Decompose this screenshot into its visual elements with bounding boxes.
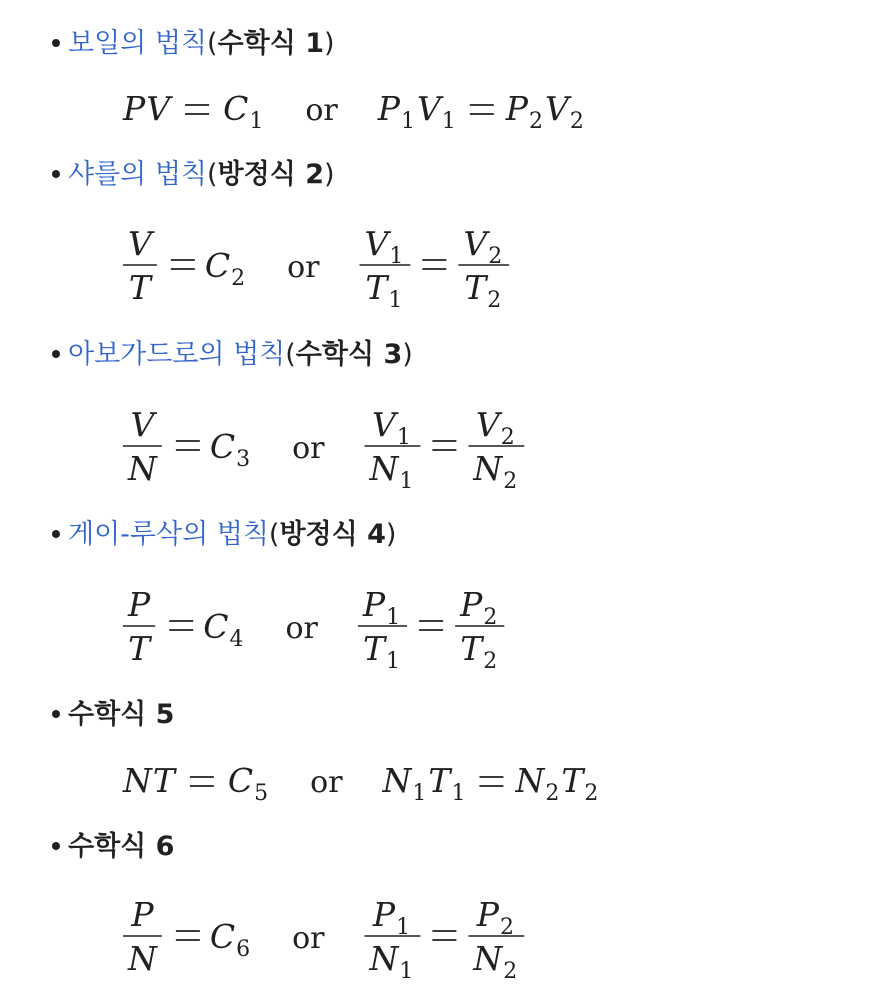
fraction-2-numerator <box>463 224 502 269</box>
fraction-2-num-sub: 2 <box>500 425 515 450</box>
constant-sub: 5 <box>254 781 269 806</box>
rhs-left-var: N <box>382 761 412 800</box>
formula <box>123 396 823 496</box>
law-heading <box>52 518 396 552</box>
fraction-1-den-var: T <box>365 268 388 307</box>
open-paren: ( <box>268 519 280 550</box>
open-paren: ( <box>285 339 296 370</box>
equals-sign <box>176 931 200 940</box>
equals-sign <box>171 260 195 269</box>
fraction-1-num-var: P <box>362 585 386 624</box>
formula <box>123 84 823 138</box>
or-connector: or <box>292 431 325 466</box>
formula <box>123 886 823 986</box>
fraction-1-numerator <box>365 224 404 269</box>
constant-var: C <box>209 427 236 466</box>
or-connector: or <box>285 611 318 646</box>
rhs-left-var: V <box>416 89 441 128</box>
main-fraction-den: T <box>128 629 151 668</box>
fraction-2-numerator <box>476 405 515 450</box>
fraction-1-denominator <box>369 449 414 494</box>
fraction-2-den-var: N <box>473 939 503 978</box>
lhs-var: T <box>152 761 175 800</box>
fraction-1-num-var: P <box>372 895 396 934</box>
open-paren: ( <box>207 159 218 190</box>
rhs-right-var: N <box>515 761 545 800</box>
fraction-2 <box>468 895 524 984</box>
fraction-1-num-sub: 1 <box>396 915 411 940</box>
fraction-1-denominator <box>365 268 402 313</box>
law-link[interactable]: 샤를의 법칙 <box>68 159 207 190</box>
main-fraction <box>123 405 162 488</box>
fraction-2-num-var: V <box>475 405 500 444</box>
constant-var: C <box>203 607 229 646</box>
fraction-2-denominator <box>464 268 501 313</box>
rhs-left-sub: 1 <box>400 109 415 134</box>
main-fraction <box>123 585 155 668</box>
close-paren: ) <box>402 339 413 370</box>
lhs-var: P <box>123 89 146 128</box>
law-link[interactable]: 아보가드로의 법칙 <box>68 339 286 370</box>
constant-sub: 1 <box>249 109 264 134</box>
main-fraction <box>123 224 157 307</box>
fraction-1-num-sub: 1 <box>396 425 411 450</box>
formula <box>123 576 823 676</box>
constant-sub: 4 <box>229 627 244 652</box>
rhs-right-sub: 2 <box>569 109 584 134</box>
main-fraction-num: P <box>131 895 154 934</box>
fraction-1-denominator <box>369 939 414 984</box>
bullet-icon <box>52 530 60 538</box>
close-paren: ) <box>323 159 335 190</box>
rhs-left-sub: 1 <box>412 781 427 806</box>
fraction-1 <box>365 405 421 494</box>
equation-label: 수학식 1 <box>217 28 324 59</box>
rhs-right-sub: 2 <box>584 781 599 806</box>
fraction-1-numerator <box>362 585 400 630</box>
fraction-1-den-sub: 1 <box>388 288 403 313</box>
fraction-2-den-sub: 2 <box>487 288 502 313</box>
fraction-2-num-var: V <box>463 224 488 263</box>
formula-svg <box>123 756 823 806</box>
lhs-var: V <box>146 89 171 128</box>
fraction-1 <box>360 224 411 313</box>
main-fraction-den: N <box>128 449 157 488</box>
close-paren: ) <box>323 28 335 59</box>
fraction-2-denominator <box>472 939 517 984</box>
fraction-2 <box>468 405 524 494</box>
fraction-2-num-sub: 2 <box>483 605 498 630</box>
fraction-1-den-var: N <box>369 939 399 978</box>
rhs-left-sub: 1 <box>441 109 456 134</box>
fraction-1-den-var: N <box>369 449 399 488</box>
fraction-1 <box>365 895 421 984</box>
equals-sign <box>185 105 209 114</box>
equals-sign <box>479 777 503 786</box>
constant-var: C <box>204 246 231 285</box>
equation-label: 수학식 6 <box>68 831 175 862</box>
bullet-icon <box>52 170 60 178</box>
main-fraction-den: T <box>128 268 151 307</box>
main-fraction-num: P <box>128 585 151 624</box>
open-paren: ( <box>207 28 218 59</box>
rhs-left-sub: 1 <box>451 781 466 806</box>
formula-svg <box>123 84 823 134</box>
close-paren: ) <box>385 519 397 550</box>
formula-svg <box>123 215 823 311</box>
fraction-2-den-sub: 2 <box>503 959 518 984</box>
main-fraction <box>123 895 162 978</box>
fraction-2-num-sub: 2 <box>488 244 503 269</box>
formula <box>123 215 823 315</box>
fraction-1-numerator <box>372 895 410 940</box>
fraction-2-den-sub: 2 <box>483 649 498 674</box>
fraction-1 <box>358 585 407 674</box>
rhs-right-sub: 2 <box>545 781 560 806</box>
constant-sub: 2 <box>231 266 246 291</box>
main-fraction-num: V <box>130 405 155 444</box>
equals-sign <box>422 260 446 269</box>
or-connector: or <box>305 93 338 128</box>
rhs-right-var: P <box>505 89 528 128</box>
formula <box>123 756 823 810</box>
equation-label: 수학식 5 <box>68 699 175 730</box>
fraction-2 <box>455 585 504 674</box>
fraction-2-num-sub: 2 <box>499 915 514 940</box>
law-heading <box>52 27 335 61</box>
fraction-1-num-var: V <box>372 405 396 444</box>
equals-sign <box>432 441 456 450</box>
fraction-2-num-var: P <box>460 585 483 624</box>
main-fraction-den: N <box>128 939 157 978</box>
fraction-1-den-sub: 1 <box>399 959 414 984</box>
fraction-1-denominator <box>363 629 400 674</box>
fraction-2-den-var: T <box>464 268 487 307</box>
law-link[interactable]: 게이-루삭의 법칙 <box>68 519 269 550</box>
equation-label: 수학식 3 <box>295 339 403 370</box>
fraction-2-num-var: P <box>476 895 499 934</box>
rhs-left-var: P <box>377 89 400 128</box>
equation-label: 방정식 2 <box>217 159 324 190</box>
fraction-2-den-var: T <box>460 629 483 668</box>
rhs-right-sub: 2 <box>529 109 543 134</box>
fraction-2-numerator <box>459 585 497 630</box>
rhs-right-var: T <box>561 761 584 800</box>
rhs-right-var: V <box>545 89 569 128</box>
constant-var: C <box>209 917 236 956</box>
law-heading <box>52 698 174 732</box>
formula-svg <box>123 886 823 982</box>
equals-sign <box>432 931 456 940</box>
fraction-1-numerator <box>372 405 411 450</box>
bullet-icon <box>52 350 60 358</box>
fraction-2 <box>458 224 509 313</box>
fraction-2-denominator <box>460 629 497 674</box>
fraction-1-num-sub: 1 <box>389 244 404 269</box>
constant-sub: 3 <box>236 447 251 472</box>
or-connector: or <box>310 765 343 800</box>
fraction-2-numerator <box>476 895 514 940</box>
constant-sub: 6 <box>236 937 251 962</box>
equals-sign <box>190 777 214 786</box>
fraction-1-den-sub: 1 <box>399 469 414 494</box>
lhs-var: N <box>123 761 152 800</box>
fraction-2-denominator <box>472 449 517 494</box>
law-heading <box>52 158 335 192</box>
fraction-1-den-var: T <box>362 629 385 668</box>
equals-sign <box>176 441 200 450</box>
law-link[interactable]: 보일의 법칙 <box>68 28 207 59</box>
equals-sign <box>169 621 193 630</box>
rhs-left-var: T <box>428 761 451 800</box>
bullet-icon <box>52 39 60 47</box>
fraction-1-num-var: V <box>364 224 389 263</box>
constant-var: C <box>223 89 249 128</box>
bullet-icon <box>52 710 60 718</box>
constant-var: C <box>227 761 254 800</box>
fraction-1-den-sub: 1 <box>385 649 400 674</box>
fraction-1-num-sub: 1 <box>386 605 401 630</box>
equals-sign <box>419 621 443 630</box>
bullet-icon <box>52 842 60 850</box>
or-connector: or <box>292 921 325 956</box>
fraction-2-den-var: N <box>473 449 503 488</box>
equals-sign <box>470 105 494 114</box>
formula-svg <box>123 576 823 672</box>
law-heading <box>52 338 413 372</box>
or-connector: or <box>287 250 320 285</box>
formula-svg <box>123 396 823 492</box>
fraction-2-den-sub: 2 <box>503 469 518 494</box>
main-fraction-num: V <box>128 224 152 263</box>
law-heading <box>52 830 174 864</box>
equation-label: 방정식 4 <box>279 519 386 550</box>
